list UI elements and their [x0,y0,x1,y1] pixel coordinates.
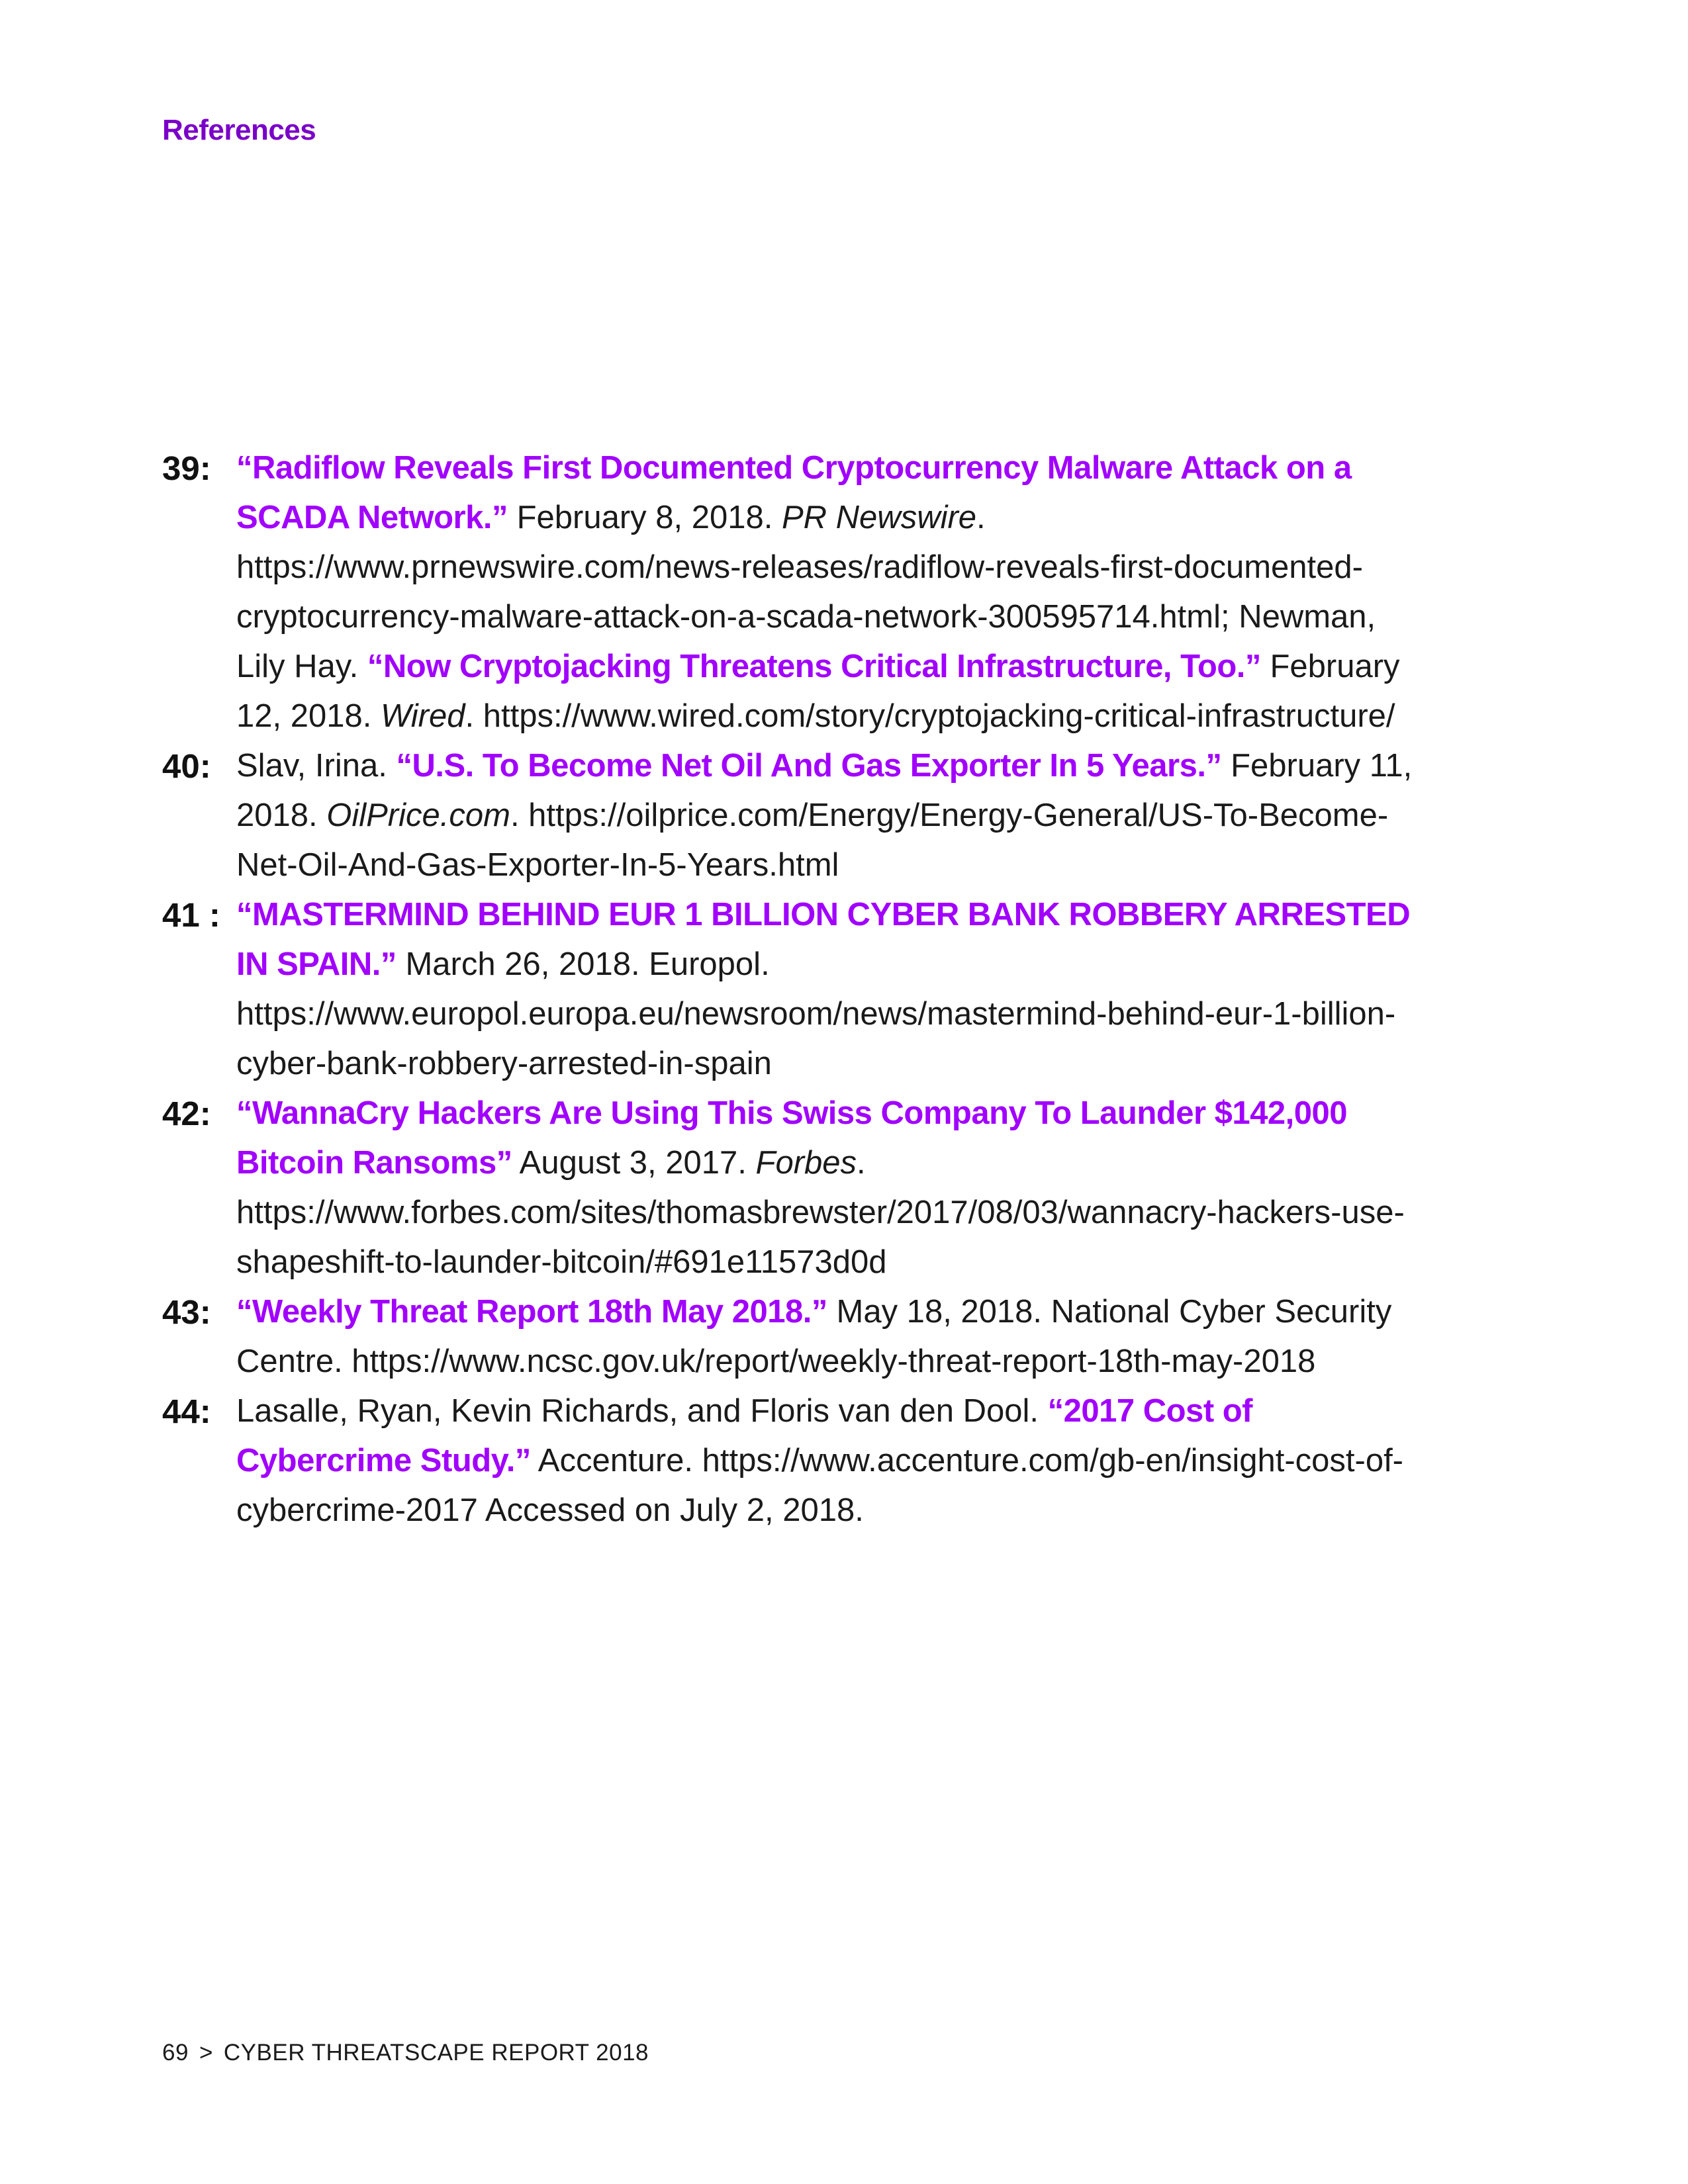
reference-44 [162,1387,1420,1535]
reference-date: February 8, 2018. [507,500,782,535]
reference-title-link[interactable]: “U.S. To Become Net Oil And Gas Exporter In 5 Years.” [396,748,1222,784]
reference-40 [162,741,1420,890]
reference-39 [162,443,1420,741]
reference-number: 43: [162,1293,211,1331]
reference-date: February 12, 2018. [236,649,1400,734]
reference-number: 40: [162,747,211,785]
reference-43 [162,1287,1420,1387]
reference-publication: Forbes [755,1145,857,1181]
reference-url: . https://www.prnewswire.com/news-releases/radiflow-reveals-first-documented-cryptocurrency-malware-attack-on-a-scada-network-300595714.html; Newman, Lily Hay. [236,500,1376,684]
reference-publication: OilPrice.com [326,797,510,833]
reference-title-link[interactable]: “Weekly Threat Report 18th May 2018.” [236,1294,827,1330]
reference-title-link[interactable]: “MASTERMIND BEHIND EUR 1 BILLION CYBER BANK ROBBERY ARRESTED IN SPAIN.” [236,897,1411,982]
reference-author: Lasalle, Ryan, Kevin Richards, and Floris van den Dool. [236,1393,1048,1429]
reference-list [162,443,1420,1535]
reference-number: 44: [162,1392,211,1430]
page-footer [162,2040,649,2066]
reference-title-link[interactable]: “Now Cryptojacking Threatens Critical Infrastructure, Too.” [367,649,1261,684]
reference-date: August 3, 2017. [512,1145,756,1181]
reference-number: 41 : [162,896,220,934]
reference-title-link[interactable]: “2017 Cost of Cybercrime Study.” [236,1393,1252,1479]
reference-date: February 11, 2018. [236,748,1413,833]
reference-publication: PR Newswire [781,500,977,535]
section-label: References [162,114,316,146]
reference-42 [162,1089,1420,1287]
report-title: CYBER THREATSCAPE REPORT 2018 [223,2040,649,2066]
reference-details: Accenture. https://www.accenture.com/gb-en/insight-cost-of-cybercrime-2017 Accessed on July 2, 2018. [236,1443,1404,1528]
reference-number: 42: [162,1095,211,1132]
footer-separator: > [199,2040,213,2066]
reference-title-link[interactable]: “Radiflow Reveals First Documented Cryptocurrency Malware Attack on a SCADA Network.” [236,450,1352,535]
reference-url: . https://www.forbes.com/sites/thomasbrewster/2017/08/03/wannacry-hackers-use-shapeshift-to-launder-bitcoin/#691e11573d0d [236,1145,1405,1280]
reference-author: Slav, Irina. [236,748,397,784]
reference-41 [162,890,1420,1089]
reference-url: . https://www.wired.com/story/cryptojacking-critical-infrastructure/ [465,698,1395,734]
reference-publication: Wired [380,698,465,734]
reference-details: March 26, 2018. Europol. https://www.europol.europa.eu/newsroom/news/mastermind-behind-eur-1-billion-cyber-bank-robbery-arrested-in-spain [236,946,1396,1081]
reference-details: May 18, 2018. National Cyber Security Centre. https://www.ncsc.gov.uk/report/weekly-threat-report-18th-may-2018 [236,1294,1392,1379]
reference-url: . https://oilprice.com/Energy/Energy-General/US-To-Become-Net-Oil-And-Gas-Exporter-In-5-Years.html [236,797,1389,883]
page-number: 69 [162,2040,189,2066]
reference-title-link[interactable]: “WannaCry Hackers Are Using This Swiss Company To Launder $142,000 Bitcoin Ransoms” [236,1095,1348,1181]
reference-number: 39: [162,449,211,487]
